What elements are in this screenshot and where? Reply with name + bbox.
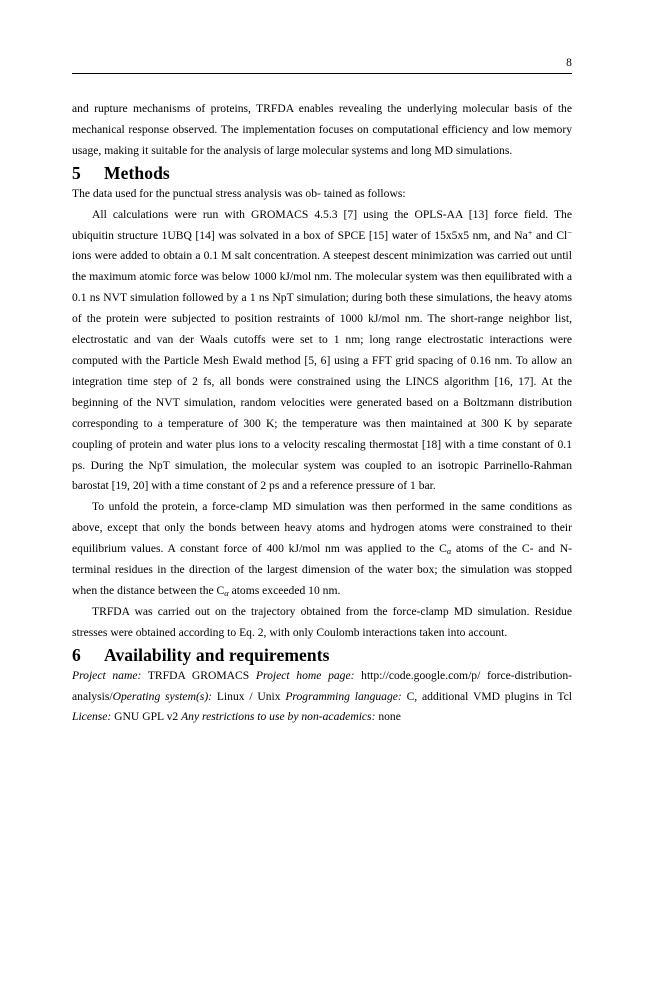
value-project-name: TRFDA GROMACS [141, 668, 256, 682]
value-operating-system: Linux / Unix [212, 689, 286, 703]
section-title-methods: Methods [104, 162, 170, 183]
paragraph-methods-lead: The data used for the punctual stress analysis was ob- tained as follows: [72, 186, 406, 200]
calc-text-b: and Cl [532, 228, 568, 242]
section-heading-methods [72, 162, 572, 184]
paragraph-trfda: TRFDA was carried out on the trajectory obtained from the force-clamp MD simulation. Residue stresses were obtained according to Eq. 2, with only Coulomb interactions taken into account. [72, 604, 572, 639]
label-home-page: Project home page: [255, 668, 355, 682]
value-programming-language: C, additional VMD plugins in Tcl [401, 689, 572, 703]
unfold-text-a: To unfold the protein, a force-clamp MD simulation was then performed in the same conditions as above, except that only the bonds between heavy atoms and hydrogen atoms were constrained to their equilibrium values. A constant force of 400 kJ/mol nm was applied to the C [72, 500, 572, 556]
unfold-text-b: atoms of the C- and N-terminal residues in the direction of the largest dimension of the water box; the simulation was stopped when the distance between the C [72, 542, 572, 597]
label-programming-language: Programming language: [285, 689, 402, 703]
chloride-charge-superscript: − [567, 228, 572, 238]
section-number-6: 6 [72, 644, 81, 665]
alpha-subscript-first: α [446, 546, 452, 556]
label-restrictions: Any restrictions to use by non-academics: [181, 710, 376, 724]
calc-text-a: All calculations were run with GROMACS 4.5.3 [7] using the OPLS-AA [13] force field. The ubiquitin structure 1UBQ [14] was solvated in a box of SPCE [15] water of 15x5x5 nm, and Na [72, 207, 572, 242]
paragraph-availability [72, 666, 572, 729]
section-title-availability: Availability and requirements [104, 644, 330, 665]
section-number-5: 5 [72, 162, 81, 183]
unfold-text-c: atoms exceeded 10 nm. [228, 583, 341, 597]
page-number: 8 [566, 57, 572, 69]
label-project-name: Project name: [72, 668, 142, 682]
alpha-subscript-second: α [224, 588, 229, 598]
sodium-charge-superscript: + [527, 228, 533, 238]
paragraph-unfold [72, 497, 572, 602]
value-license: GNU GPL v2 [111, 710, 182, 724]
label-operating-system: Operating system(s): [112, 689, 213, 703]
paragraph-calculations [72, 205, 572, 498]
value-home-page: http://code.google.com/p/ force-distribution-analysis/ [72, 668, 572, 703]
section-heading-availability [72, 644, 572, 666]
label-license: License: [72, 710, 112, 724]
page-content [72, 56, 572, 728]
paragraph-intro: and rupture mechanisms of proteins, TRFDA enables revealing the underlying molecular basis of the mechanical response observed. The implementation focuses on computational efficiency and low memory usage, making it suitable for the analysis of large molecular systems and long MD simulations. [72, 102, 572, 157]
calc-text-c: ions were added to obtain a 0.1 M salt concentration. A steepest descent minimization was carried out until the maximum atomic force was below 1000 kJ/mol nm. The molecular system was then equilibrated with a 0.1 ns NVT simulation followed by a 1 ns NpT simulation; during both these simulations, the heavy atoms of the protein were subjected to position restraints of 1000 kJ/mol nm. The short-range neighbor list, electrostatic and van der Waals cutoffs were set to 1 nm; long range electrostatic interactions were computed with the Particle Mesh Ewald method [5, 6] using a FFT grid spacing of 0.16 nm. To allow an integration time step of 2 fs, all bonds were constrained using the LINCS algorithm [16, 17]. At the beginning of the NVT simulation, random velocities were generated based on a Boltzmann distribution corresponding to a temperature of 300 K; the temperature was then maintained at 300 K by separate coupling of protein and water plus ions to a velocity rescaling thermostat [18] with a time constant of 0.1 ps. During the NpT simulation, the molecular system was coupled to an isotropic Parrinello-Rahman barostat [19, 20] with a time constant of 2 ps and a reference pressure of 1 bar. [72, 249, 572, 493]
value-restrictions: none [375, 710, 401, 724]
header-rule [72, 73, 572, 74]
